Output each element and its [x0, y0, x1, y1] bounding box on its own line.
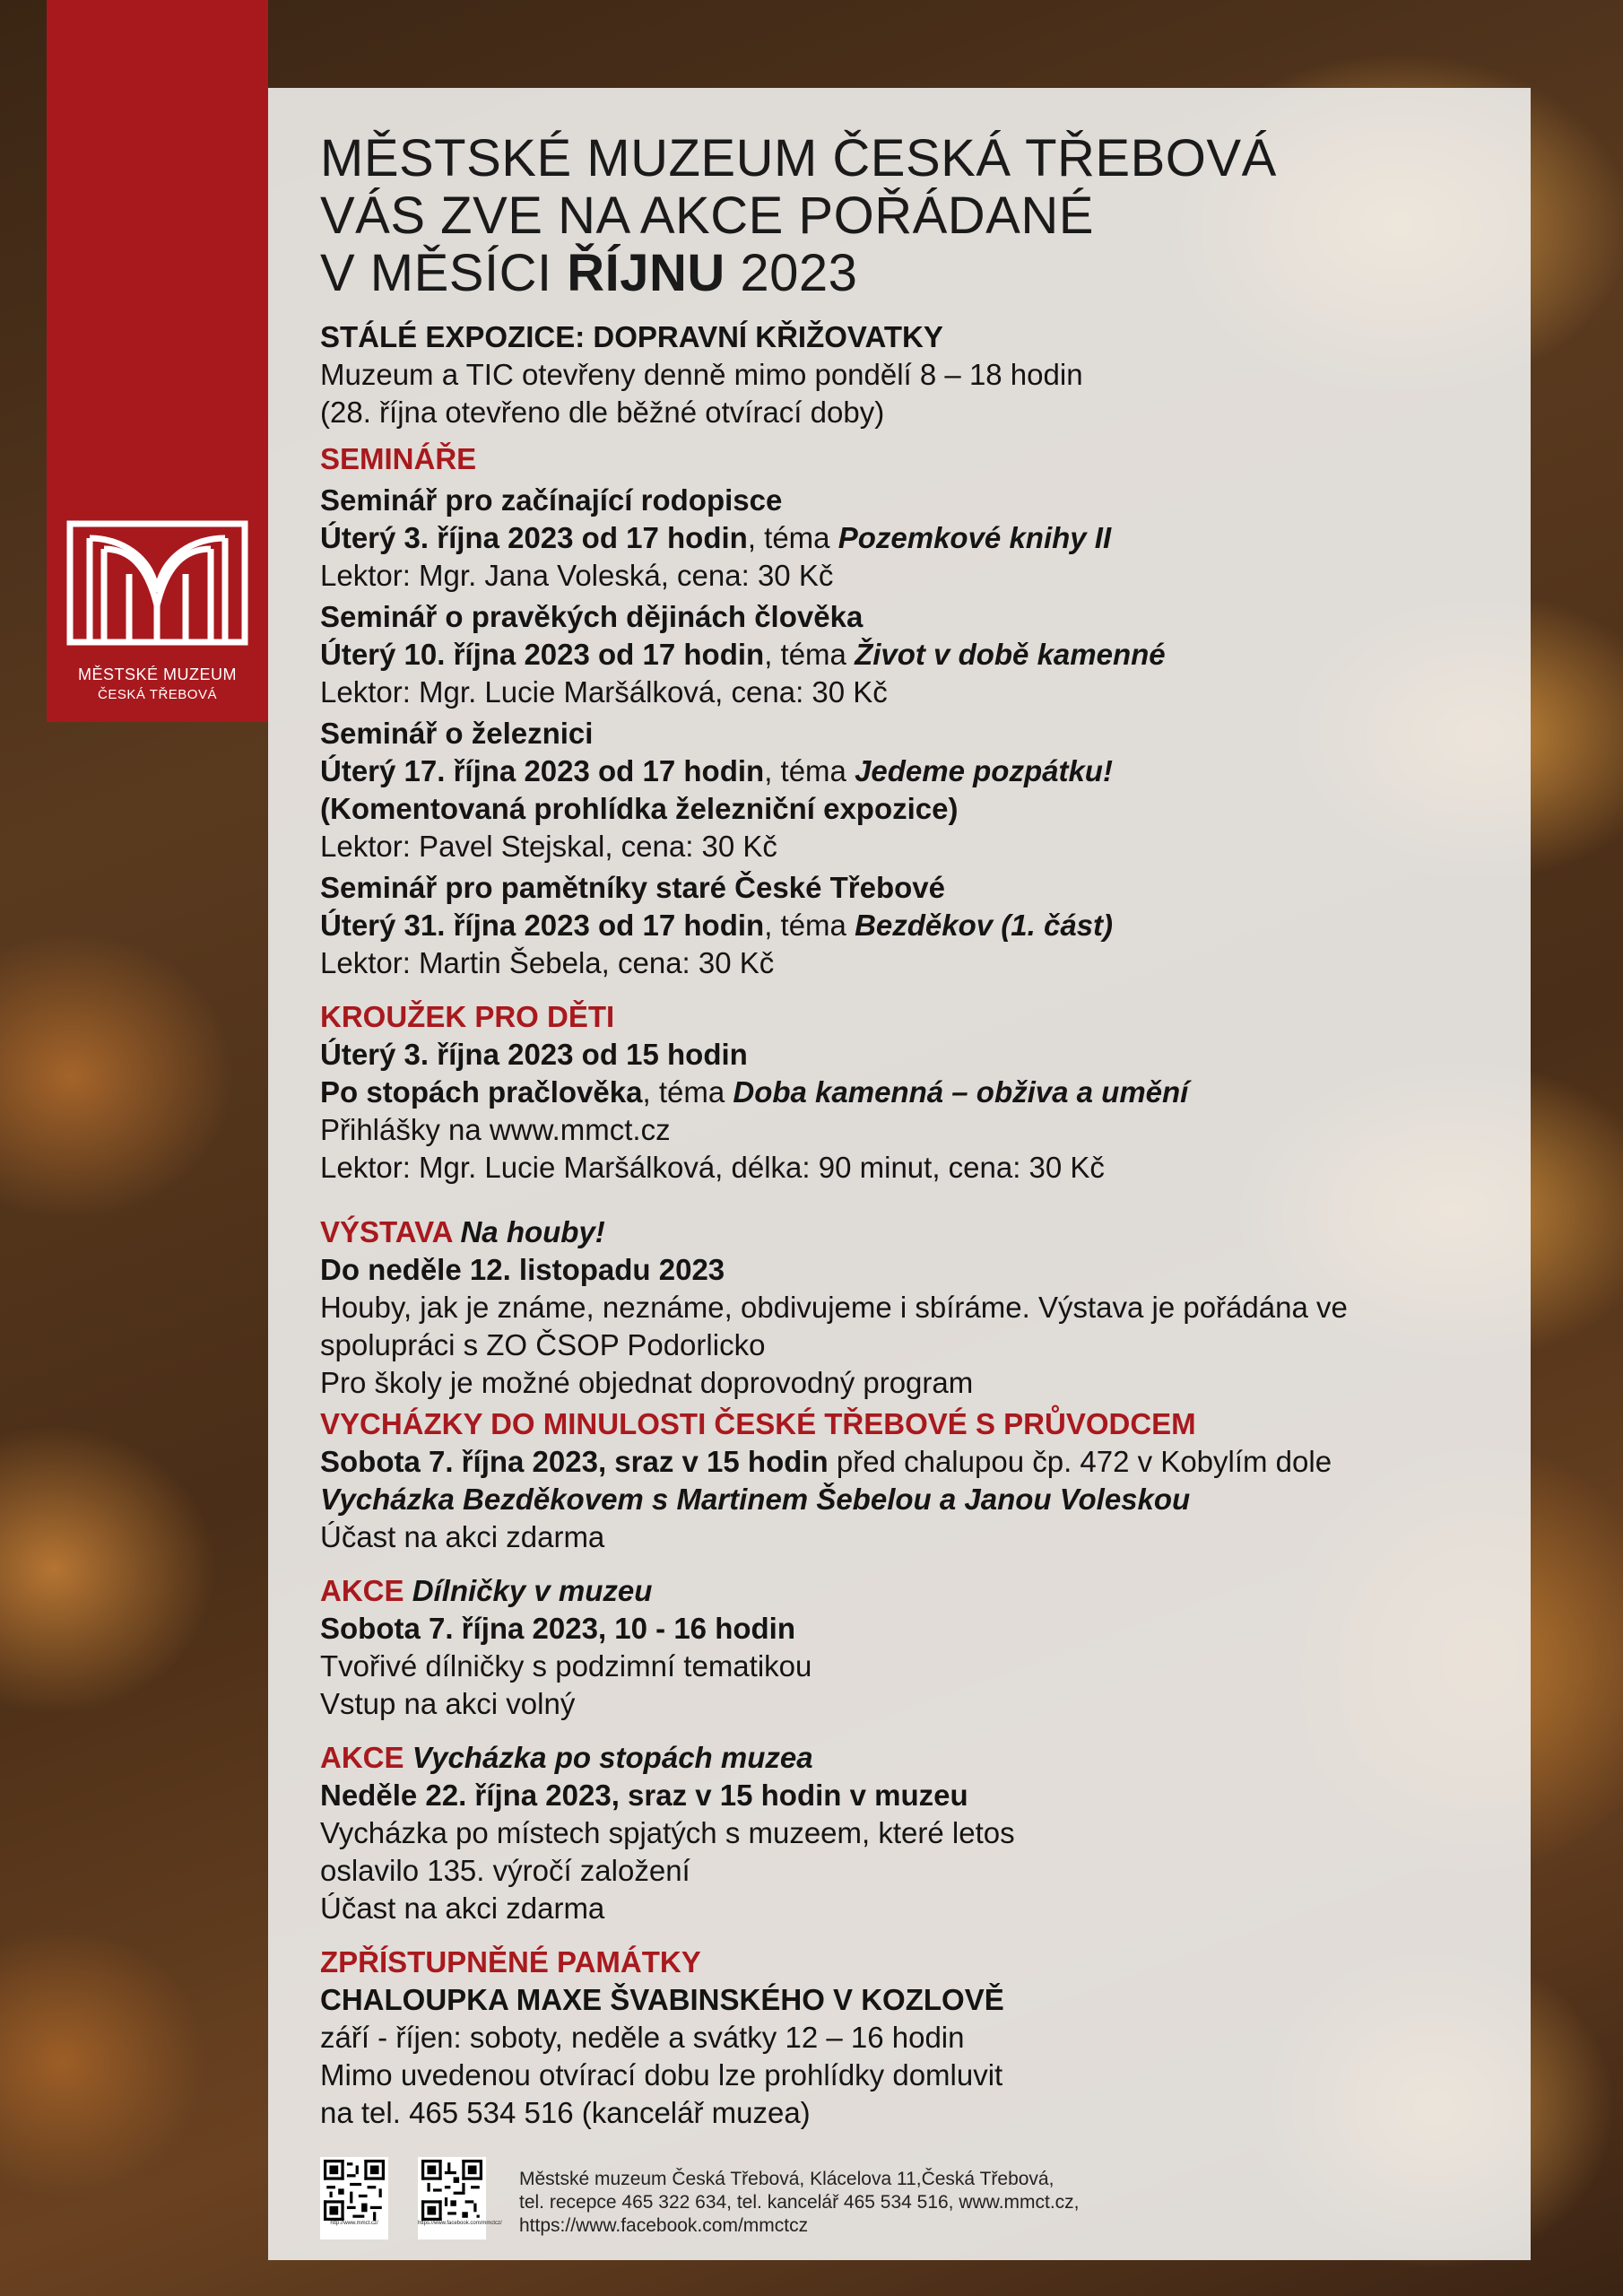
akce2-line3: Účast na akci zdarma — [320, 1892, 605, 1925]
pamatky-name: CHALOUPKA MAXE ŠVABINSKÉHO V KOZLOVĚ — [320, 1983, 1004, 2016]
seminar-tema-label: , téma — [764, 754, 855, 787]
title-line2: VÁS ZVE NA AKCE POŘÁDANÉ — [320, 187, 1094, 245]
seminar-item — [320, 869, 1504, 982]
seminar-tema: Jedeme pozpátku! — [855, 754, 1113, 787]
vychazky-place: před chalupou čp. 472 v Kobylím dole — [828, 1445, 1332, 1478]
vychazky-name: Vycházka Bezděkovem s Martinem Šebelou a Janou Voleskou — [320, 1483, 1191, 1516]
seminare-heading: SEMINÁŘE — [320, 442, 477, 475]
seminar-item — [320, 482, 1504, 595]
seminar-tema-label: , téma — [764, 909, 855, 942]
seminar-lektor: Lektor: Martin Šebela, cena: 30 Kč — [320, 946, 775, 979]
qr-caption-facebook: https://www.facebook.com/mmctcz/ — [418, 2221, 502, 2226]
seminar-item — [320, 598, 1504, 711]
akce1-line1: Tvořivé dílničky s podzimní tematikou — [320, 1649, 812, 1683]
poster-title — [320, 130, 1504, 302]
seminar-date: Úterý 31. října 2023 od 17 hodin — [320, 909, 765, 942]
krouzek-date: Úterý 3. října 2023 od 15 hodin — [320, 1038, 748, 1071]
seminar-tema-label: , téma — [764, 638, 855, 671]
seminar-tema: Bezděkov (1. část) — [855, 909, 1114, 942]
title-month: ŘÍJNU — [567, 244, 725, 302]
seminar-tema: Pozemkové knihy II — [838, 521, 1112, 554]
seminar-lektor: Lektor: Pavel Stejskal, cena: 30 Kč — [320, 830, 777, 863]
qr-code-icon — [324, 2160, 385, 2221]
expozice-line1: Muzeum a TIC otevřeny denně mimo pondělí 8 – 18 hodin — [320, 358, 1083, 391]
seminar-tema-label: , téma — [747, 521, 838, 554]
pamatky-heading: ZPŘÍSTUPNĚNÉ PAMÁTKY — [320, 1945, 701, 1979]
footer — [320, 2157, 1504, 2242]
akce2-date: Neděle 22. října 2023, sraz v 15 hodin v muzeu — [320, 1779, 968, 1812]
seminar-title: Seminář o pravěkých dějinách člověka — [320, 600, 864, 633]
akce1-line2: Vstup na akci volný — [320, 1687, 576, 1720]
pamatky-line1: září - říjen: soboty, neděle a svátky 12 – 16 hodin — [320, 2021, 965, 2054]
qr-code-facebook[interactable] — [418, 2157, 502, 2239]
krouzek-name: Po stopách pračlověka — [320, 1075, 643, 1109]
vystava-date: Do neděle 12. listopadu 2023 — [320, 1253, 725, 1286]
vystava-name: Na houby! — [460, 1215, 605, 1248]
seminar-lektor: Lektor: Mgr. Lucie Maršálková, cena: 30 Kč — [320, 675, 888, 709]
akce1-date: Sobota 7. října 2023, 10 - 16 hodin — [320, 1612, 795, 1645]
krouzek-tema-label: , téma — [642, 1075, 733, 1109]
vychazky-heading: VYCHÁZKY DO MINULOSTI ČESKÉ TŘEBOVÉ S PRŮVODCEM — [320, 1407, 1196, 1440]
pamatky-line3: na tel. 465 534 516 (kancelář muzea) — [320, 2096, 811, 2129]
qr-code-icon — [421, 2160, 482, 2221]
akce2-heading: AKCE — [320, 1741, 412, 1774]
expozice-heading: STÁLÉ EXPOZICE: DOPRAVNÍ KŘIŽOVATKY — [320, 320, 943, 353]
akce2-line1: Vycházka po místech spjatých s muzeem, které letos — [320, 1816, 1015, 1849]
seminar-date: Úterý 17. října 2023 od 17 hodin — [320, 754, 765, 787]
qr-caption-website: http://www.mmct.cz/ — [330, 2221, 378, 2226]
footer-line3: https://www.facebook.com/mmctcz — [519, 2215, 809, 2236]
title-line3-suffix: 2023 — [725, 244, 858, 302]
footer-line1: Městské muzeum Česká Třebová, Klácelova 11,Česká Třebová, — [519, 2169, 1055, 2189]
akce1-name: Dílničky v muzeu — [412, 1574, 653, 1607]
poster-content — [320, 130, 1504, 2132]
footer-contact — [519, 2168, 1080, 2238]
footer-line2: tel. recepce 465 322 634, tel. kancelář 465 534 516, www.mmct.cz, — [519, 2192, 1080, 2213]
qr-code-website[interactable] — [320, 2157, 388, 2239]
title-line3-prefix: V MĚSÍCI — [320, 244, 568, 302]
logo-text-line2: ČESKÁ TŘEBOVÁ — [98, 687, 217, 702]
vychazky-date: Sobota 7. října 2023, sraz v 15 hodin — [320, 1445, 829, 1478]
seminar-title: Seminář pro začínající rodopisce — [320, 483, 783, 517]
vystava-line1: Houby, jak je známe, neznáme, obdivujeme i sbíráme. Výstava je pořádána ve — [320, 1291, 1348, 1324]
vystava-line3: Pro školy je možné objednat doprovodný program — [320, 1366, 974, 1399]
akce2-line2: oslavilo 135. výročí založení — [320, 1854, 690, 1887]
expozice-line2: (28. října otevřeno dle běžné otvírací doby) — [320, 396, 885, 429]
seminar-lektor: Lektor: Mgr. Jana Voleská, cena: 30 Kč — [320, 559, 834, 592]
akce2-name: Vycházka po stopách muzea — [412, 1741, 813, 1774]
vystava-line2: spolupráci s ZO ČSOP Podorlicko — [320, 1328, 766, 1361]
seminar-date: Úterý 10. října 2023 od 17 hodin — [320, 638, 765, 671]
akce1-heading: AKCE — [320, 1574, 412, 1607]
krouzek-prihlasky: Přihlášky na www.mmct.cz — [320, 1113, 671, 1146]
krouzek-heading: KROUŽEK PRO DĚTI — [320, 1000, 615, 1033]
seminar-item — [320, 715, 1504, 865]
seminar-title: Seminář pro pamětníky staré České Třebové — [320, 871, 945, 904]
museum-logo-strip — [47, 0, 268, 722]
pamatky-line2: Mimo uvedenou otvírací dobu lze prohlídky domluvit — [320, 2058, 1003, 2092]
seminar-date: Úterý 3. října 2023 od 17 hodin — [320, 521, 748, 554]
title-line3 — [320, 245, 1504, 302]
krouzek-lektor: Lektor: Mgr. Lucie Maršálková, délka: 90 minut, cena: 30 Kč — [320, 1151, 1105, 1184]
title-line1: MĚSTSKÉ MUZEUM ČESKÁ TŘEBOVÁ — [320, 129, 1277, 187]
vychazky-note: Účast na akci zdarma — [320, 1520, 605, 1553]
seminar-title: Seminář o železnici — [320, 717, 594, 750]
vystava-heading: VÝSTAVA — [320, 1215, 461, 1248]
seminar-extra: (Komentovaná prohlídka železniční expozice) — [320, 792, 959, 825]
seminar-tema: Život v době kamenné — [855, 638, 1166, 671]
logo-text-line1: MĚSTSKÉ MUZEUM — [77, 665, 237, 683]
museum-logo-icon — [66, 520, 248, 646]
krouzek-tema: Doba kamenná – obživa a umění — [733, 1075, 1189, 1109]
